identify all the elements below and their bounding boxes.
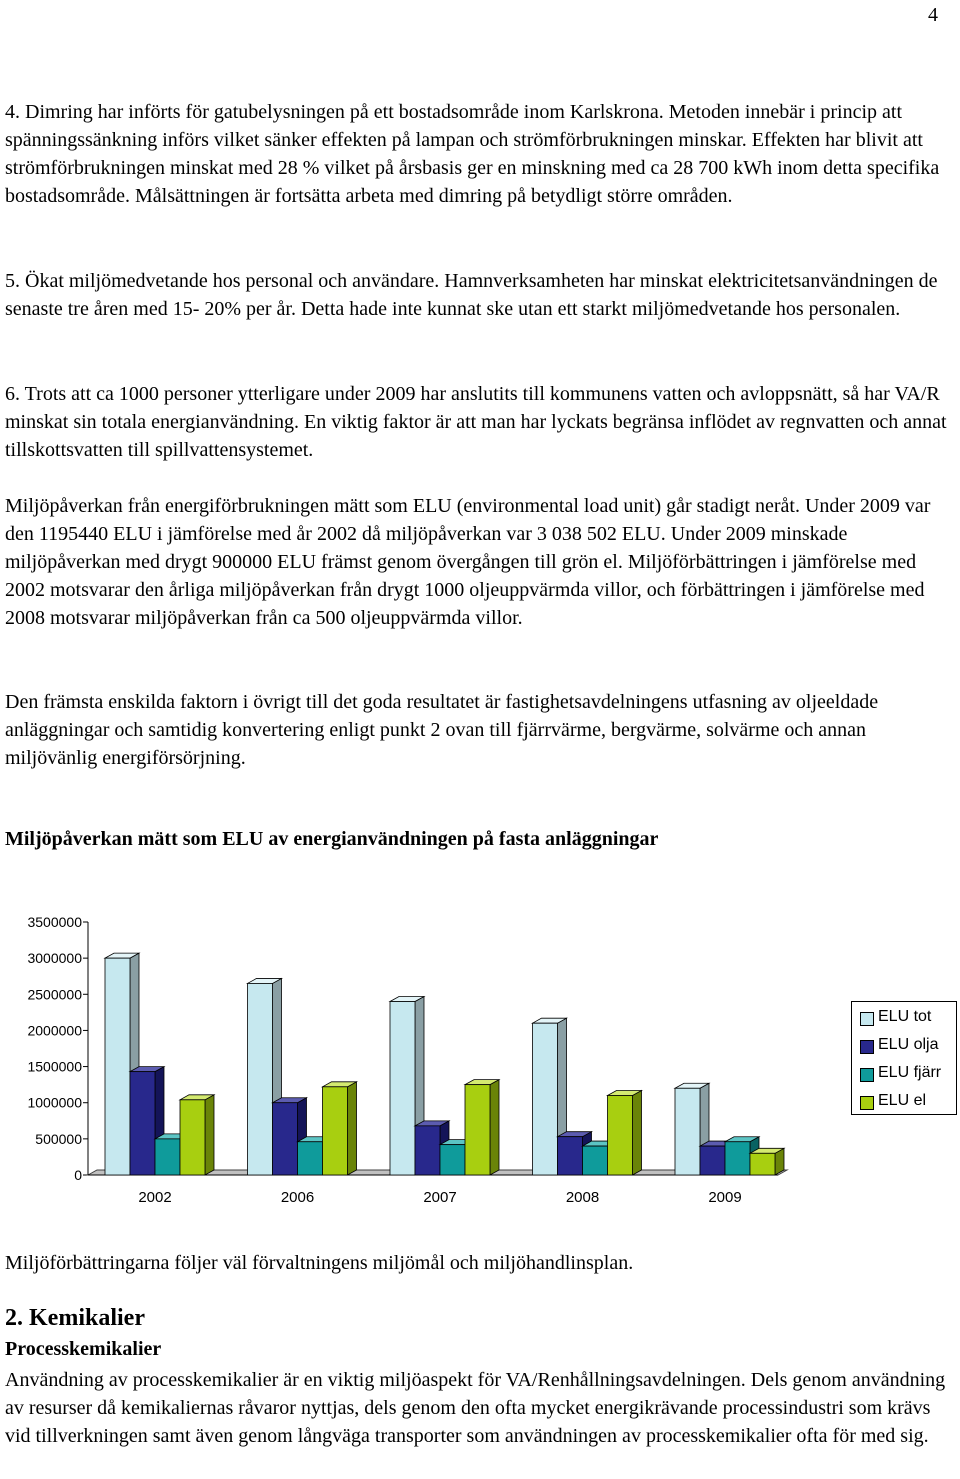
bar-side (348, 1082, 357, 1175)
y-tick-label: 1000000 (27, 1094, 82, 1111)
paragraph-dimring: 4. Dimring har införts för gatubelysningen på ett bostadsområde inom Karlskrona. Metoden innebär i princip att spänningssänkning införs vilket sänker effekten på lampan och strömförbrukningen minskar. Effekten har blivit att strömförbrukningen minskat med 28 % vilket på årsbasis ger en minskning med ca 28 700 kWh inom detta specifika bostadsområde. Målsättningen är fortsätta arbeta med dimring på betydligt större områden. (5, 101, 940, 207)
bar (750, 1153, 775, 1175)
y-tick-label: 3500000 (27, 914, 82, 930)
chart-title: Miljöpåverkan mätt som ELU av energianvändningen på fasta anläggningar (5, 828, 659, 850)
bar-side (633, 1090, 642, 1175)
x-tick-label: 2008 (565, 1189, 600, 1206)
x-tick-label: 2009 (708, 1189, 742, 1206)
y-tick-label: 1500000 (27, 1058, 82, 1075)
paragraph-main-factor: Den främsta enskilda faktorn i övrigt till det goda resultatet är fastighetsavdelningens utfasning av oljeeldade anläggningar och samtidig konvertering enligt punkt 2 ovan till fjärrvärme, bergvärme, solvärme och annan miljövänlig energiförsörjning. (5, 691, 879, 769)
x-tick-label: 2002 (138, 1189, 172, 1206)
bar (465, 1085, 490, 1175)
y-tick-label: 500000 (35, 1130, 82, 1147)
section-heading-kemikalier: 2. Kemikalier (5, 1305, 145, 1331)
bar (608, 1095, 633, 1175)
bar (273, 1103, 298, 1175)
bar-side (490, 1080, 499, 1175)
bar (675, 1088, 700, 1175)
legend-swatch-elu-el (860, 1096, 874, 1110)
bar-side (205, 1095, 214, 1175)
bar (248, 983, 273, 1175)
bar (298, 1142, 323, 1175)
x-tick-label: 2007 (423, 1189, 457, 1206)
subsection-heading-processkemikalier: Processkemikalier (5, 1338, 162, 1360)
bar (700, 1146, 725, 1175)
paragraph-after-chart: Miljöförbättringarna följer väl förvaltningens miljömål och miljöhandlinsplan. (5, 1252, 634, 1274)
x-tick-label: 2006 (280, 1189, 315, 1206)
bar (533, 1023, 558, 1175)
paragraph-elu-summary: Miljöpåverkan från energiförbrukningen mätt som ELU (environmental load unit) går stadigt neråt. Under 2009 var den 1195440 ELU i jämförelse med år 2002 då miljöpåverkan var 3 038 502 ELU. Under 2009 minskade miljöpåverkan med drygt 900000 ELU främst genom övergången till grön el. Miljöförbättringen i jämförelse med 2002 motsvarar den årliga miljöpåverkan från drygt 1000 oljeuppvärmda villor, och förbättringen i jämförelse med 2008 motsvarar miljöpåverkan från ca 500 oljeuppvärmda villor. (5, 495, 931, 629)
y-tick-label: 0 (74, 1167, 82, 1183)
paragraph-va-r: 6. Trots att ca 1000 personer ytterligare under 2009 har anslutits till kommunens vatten och avloppsnätt, så har VA/R minskat sin totala energianvändning. En viktig faktor är att man har lyckats begränsa inflödet av regnvatten och annat tillskottsvatten till spillvattensystemet. (5, 383, 947, 461)
bar (583, 1146, 608, 1175)
bar (390, 1002, 415, 1175)
paragraph-processkemikalier: Användning av processkemikalier är en viktig miljöaspekt för VA/Renhållningsavdelningen. Dels genom användning av resurser då kemikaliernas råvaror nyttjas, dels genom den ofta mycket energikrävande processindustri som krävs vid tillverkningen samt även genom långväga transporter som användningen av processkemikalier ofta för med sig. (5, 1369, 946, 1447)
legend-label-elu-olja: ELU olja (878, 1036, 939, 1053)
y-tick-label: 2000000 (27, 1022, 82, 1039)
bar (440, 1145, 465, 1175)
legend-swatch-elu-olja (860, 1040, 874, 1054)
bar (725, 1142, 750, 1175)
chart-legend (851, 1001, 957, 1115)
legend-label-elu-tot: ELU tot (878, 1008, 932, 1025)
bar (323, 1087, 348, 1175)
y-tick-label: 2500000 (27, 986, 82, 1003)
legend-swatch-elu-tot (860, 1012, 874, 1026)
legend-swatch-elu-fjarr (860, 1068, 874, 1082)
bar (155, 1139, 180, 1175)
paragraph-miljomedvetande: 5. Ökat miljömedvetande hos personal och användare. Hamnverksamheten har minskat elektricitetsanvändningen de senaste tre åren med 15- 20% per år. Detta hade inte kunnat ske utan ett starkt miljömedvetande hos personalen. (5, 270, 938, 320)
bar (415, 1126, 440, 1175)
bar (130, 1072, 155, 1175)
bar (105, 958, 130, 1175)
elu-bar-chart (0, 880, 850, 1215)
legend-label-elu-el: ELU el (878, 1092, 927, 1109)
y-tick-label: 3000000 (27, 950, 82, 967)
page-number: 4 (928, 4, 938, 26)
bar (180, 1100, 205, 1175)
bar (558, 1137, 583, 1175)
legend-label-elu-fjarr: ELU fjärr (878, 1064, 942, 1081)
